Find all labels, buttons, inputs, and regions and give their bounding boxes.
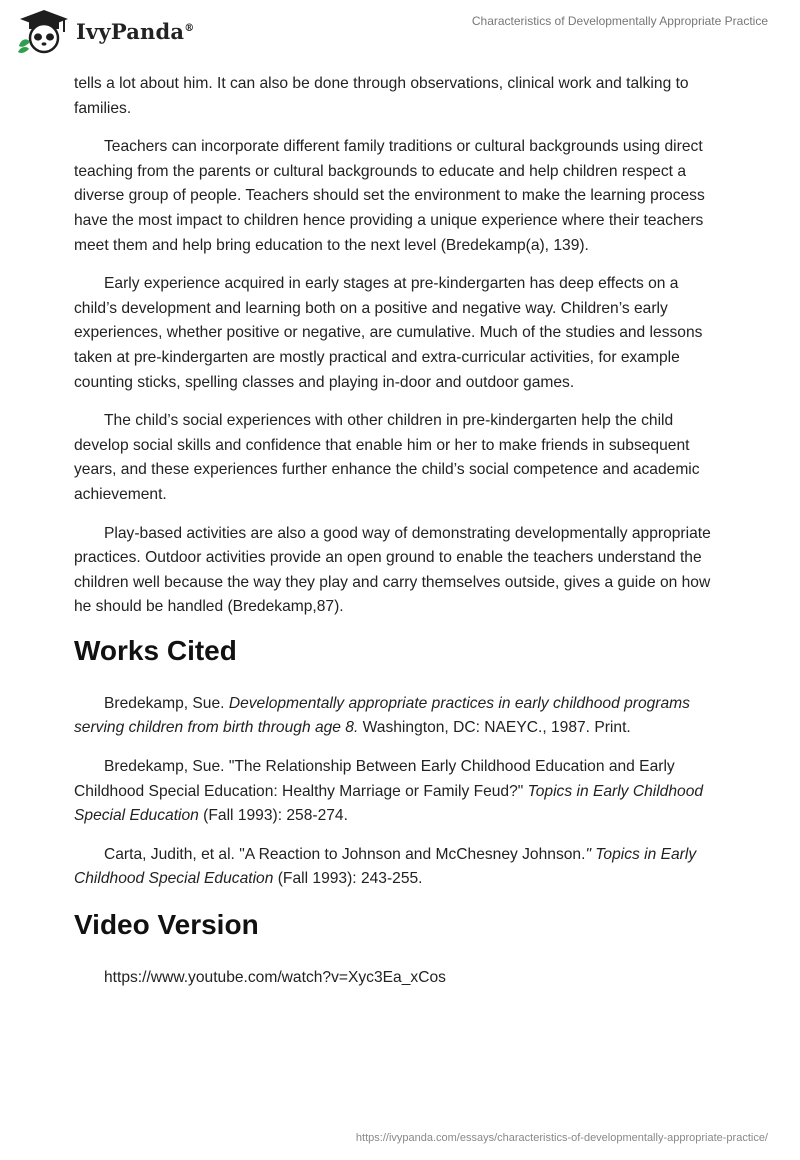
citation-entry: Carta, Judith, et al. "A Reaction to Johnson and McChesney Johnson." Topics in Early Childhood Special Education (Fall 1993): 243-255. — [74, 845, 697, 888]
paragraph: The child’s social experiences with other children in pre-kindergarten help the child develop social skills and confidence that enable him or her to make friends in subsequent years, and these experiences further enhance the child’s social competence and academic achievement. — [74, 412, 700, 503]
paragraph: Early experience acquired in early stages at pre-kindergarten has deep effects on a child’s development and learning both on a positive and negative way. Children’s early experiences, whether positive or negative, are cumulative. Much of the studies and lessons taken at pre-kindergarten are mostly practical and extra-curricular activities, for example counting sticks, spelling classes and playing in-door and outdoor games. — [74, 275, 703, 391]
video-version-heading: Video Version — [74, 909, 259, 941]
works-cited-heading: Works Cited — [74, 634, 237, 666]
panda-graduate-icon — [16, 8, 72, 54]
ivypanda-logo[interactable] — [16, 8, 194, 54]
citation-entry: Bredekamp, Sue. Developmentally appropriate practices in early childhood programs serving children from birth through age 8. Washington, DC: NAEYC., 1987. Print. — [74, 694, 690, 737]
citation-entry: Bredekamp, Sue. "The Relationship Between Early Childhood Education and Early Childhood Special Education: Healthy Marriage or Family Feud?" Topics in Early Childhood Special Education (Fall 1993): 258-274. — [74, 758, 704, 825]
page-header — [0, 0, 800, 60]
brand-name: IvyPanda® — [76, 18, 195, 44]
essay-content — [74, 72, 724, 1005]
document-title: Characteristics of Developmentally Appropriate Practice — [471, 14, 768, 28]
footer-source-url[interactable]: https://ivypanda.com/essays/characteristics-of-developmentally-appropriate-practice/ — [355, 1132, 768, 1144]
paragraph: Play-based activities are also a good way of demonstrating developmentally appropriate practices. Outdoor activities provide an open ground to enable the teachers understand the children well because the way they play and carry themselves outside, gives a guide on how he should be handled (Bredekamp,87). — [74, 524, 711, 616]
paragraph: Teachers can incorporate different family traditions or cultural backgrounds using direct teaching from the parents or cultural backgrounds to educate and help children respect a diverse group of people. Teachers should set the environment to make the learning process have the most impact to children hence providing a unique experience where their teachers meet them and help bring education to the next level (Bredekamp(a), 139). — [74, 138, 705, 254]
video-url-link[interactable]: https://www.youtube.com/watch?v=Xyc3Ea_xCos — [104, 969, 446, 987]
paragraph: tells a lot about him. It can also be done through observations, clinical work and talking to families. — [74, 75, 689, 117]
